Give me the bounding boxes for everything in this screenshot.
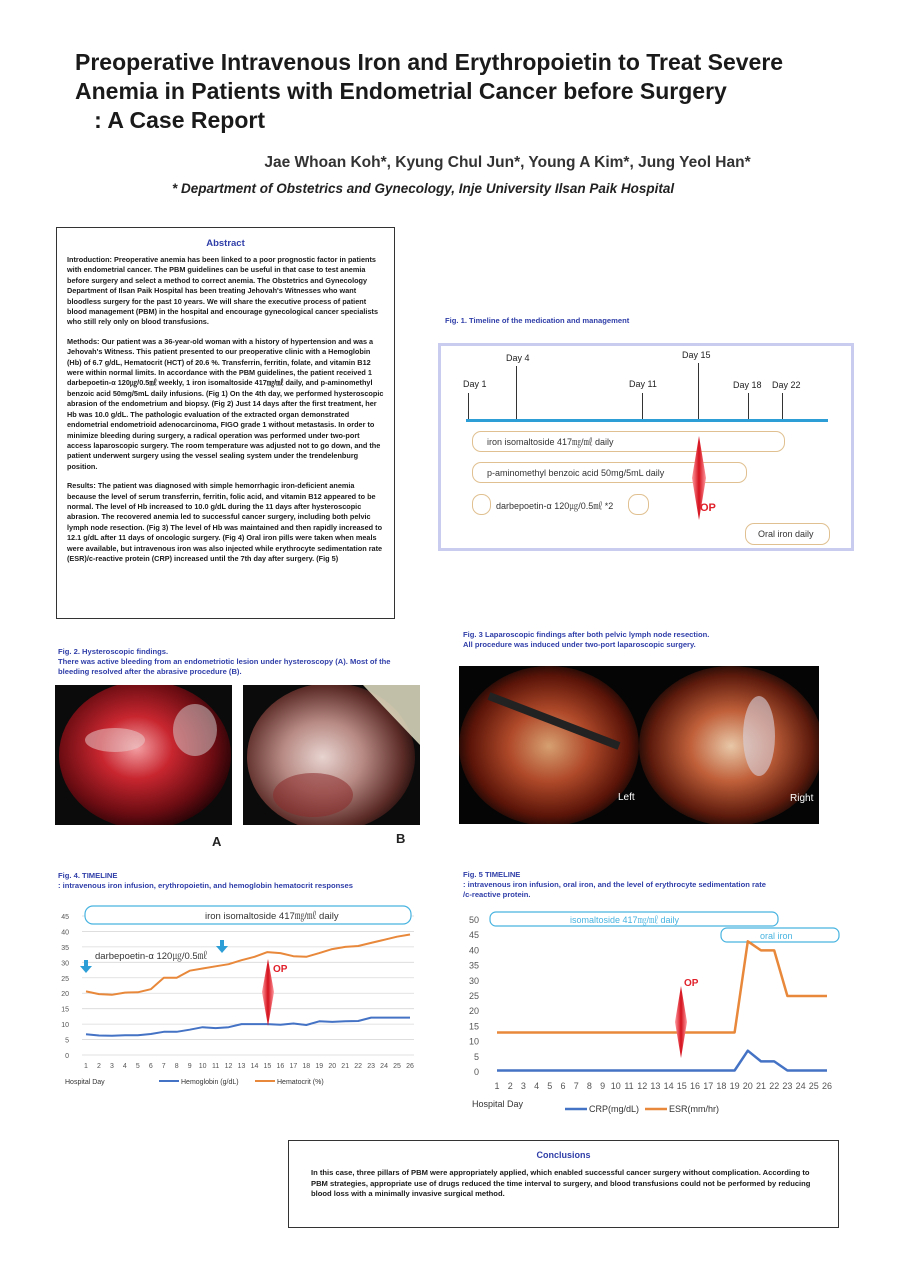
fig5-xtick-label: 20 (742, 1081, 753, 1091)
fig1-op-label: OP (700, 502, 716, 514)
poster-title (75, 48, 865, 135)
fig1-day-22: Day 22 (772, 380, 801, 390)
fig5-xtick-label: 9 (600, 1081, 606, 1091)
fig4-series-line-2 (86, 935, 410, 995)
fig5-op-label: OP (684, 978, 699, 989)
fig4-caption-title: Fig. 4. TIMELINE (58, 871, 118, 880)
fig3-caption (463, 630, 843, 650)
fig4-xlabel: Hospital Day (65, 1079, 105, 1086)
fig5-ytick-label: 35 (468, 960, 479, 971)
fig5-xtick-label: 6 (560, 1081, 566, 1091)
fig5-xtick-label: 25 (808, 1081, 819, 1091)
fig4-ytick-label: 45 (61, 914, 69, 921)
fig5-caption (463, 870, 843, 900)
fig4-ytick-label: 35 (61, 944, 69, 952)
abstract-methods: Methods: Our patient was a 36-year-old woman with a history of hypertension and was a Jehovah's Witness. This patient presented to our preoperative clinic with a Hemoglobin (Hb) of 6.7 g/dL, Hematocrit (HCT) of 20.6 %. Transferrin, ferritin, folate, and vitamin B12 were within normal limits. In accordance with the PBM guidelines, the patient received 1 darbepoetin-α 120㎍/0.5㎖ weekly, 1 iron isomaltoside 417㎎/㎖ daily, and p-aminomethyl benzoic acid 50mg/5mL daily infusions. (Fig 1) On the 4th day, we performed hysteroscopic abrasion of the endometrium and biopsy. (Fig 2) Just 14 days after the first treatment, her Hb was 10.0 g/dL. The pathologic evaluation of the extracted organ demonstrated endometrial endometrioid adenocarcinoma, FIGO grade 1 without metastasis. In order to minimize bleeding during surgery, a radical operation was performed under two-port access laparoscopic surgery. The room temperature was adjusted not to go down, and the patient underwent surgery using the vessel sealing system under the trendelenburg position. (67, 336, 384, 471)
fig3-label-left: Left (618, 792, 635, 803)
fig5-xtick-label: 5 (547, 1081, 553, 1091)
fig4-xtick-label: 23 (367, 1063, 376, 1070)
fig4-xtick-label: 4 (122, 1063, 127, 1070)
fig2-label-b: B (396, 831, 406, 846)
fig4-xtick-label: 10 (198, 1063, 207, 1070)
fig1-timeline-axis (466, 419, 828, 422)
fig5-xtick-label: 2 (507, 1081, 513, 1091)
fig5-xtick-label: 1 (494, 1081, 500, 1091)
fig2-photo-a (55, 685, 232, 825)
fig4-xtick-label: 6 (148, 1063, 153, 1070)
fig4-xtick-label: 22 (354, 1063, 363, 1070)
fig4-xtick-label: 9 (187, 1063, 192, 1070)
fig5-chart (455, 906, 845, 1118)
hysteroscopy-image-b (243, 685, 420, 825)
fig4-ytick-label: 10 (61, 1022, 69, 1030)
fig1-day-18: Day 18 (733, 380, 762, 390)
abstract-results: Results: The patient was diagnosed with simple hemorrhagic iron-deficient anemia because the level of serum transferrin, ferritin, folic acid, and vitamin B12 appeared to be normal. The level of Hb increased to 10.0 g/dL during the 11 days after hysteroscopic abrasion. The recovered anemia led to successful cancer surgery, including both pelvic lymph node resection. (Fig 3) The level of Hb was maintained and then rapidly increased to 12.1 g/dL after 11 days of oncologic surgery. (Fig 4) Oral iron pills were taken when meals were available, but intravenous iron was also injected while erythrocyte sedimentation rate (ESR)/c-reactive protein (CRP) increased until the 7th day after surgery. (Fig 5) (67, 481, 383, 563)
fig5-xtick-label: 3 (520, 1081, 526, 1091)
fig1-day-11: Day 11 (629, 379, 657, 389)
fig4-xtick-label: 14 (250, 1063, 259, 1070)
fig4-darbe-arrow-2-icon (216, 940, 228, 953)
fig4-ytick-label: 25 (61, 975, 69, 983)
fig1-pamba-bar: p-aminomethyl benzoic acid 50mg/5mL daily (472, 462, 747, 483)
fig5-xtick-label: 12 (637, 1081, 648, 1091)
hysteroscopy-image-a (55, 685, 232, 825)
fig4-legend-hct: Hematocrit (%) (277, 1079, 324, 1086)
fig2-caption (58, 647, 418, 677)
fig5-oral-iron-label: oral iron (760, 931, 793, 941)
fig1-tick-1 (468, 393, 469, 419)
fig5-ytick-label: 40 (468, 945, 479, 956)
fig5-xtick-label: 17 (703, 1081, 714, 1091)
fig4-legend-hb: Hemoglobin (g/dL) (181, 1079, 239, 1086)
fig5-xtick-label: 14 (663, 1081, 674, 1091)
fig5-series-line-1 (497, 1051, 827, 1071)
fig1-day-1: Day 1 (463, 379, 487, 389)
fig3-caption-title: Fig. 3 Laparoscopic findings after both pelvic lymph node resection. (463, 630, 710, 639)
fig5-op-marker-icon (675, 986, 687, 1058)
authors: Jae Whoan Koh*, Kyung Chul Jun*, Young A Kim*, Jung Yeol Han* (264, 154, 751, 171)
fig5-ytick-label: 50 (468, 915, 479, 925)
conclusions-box (288, 1140, 839, 1228)
fig5-ytick-label: 0 (473, 1067, 479, 1077)
fig4-xtick-label: 2 (97, 1063, 101, 1070)
fig2-caption-text: There was active bleeding from an endometriotic lesion under hysteroscopy (A). Most of the bleeding resolved after the abrasive procedure (B). (58, 657, 391, 676)
fig4-iron-label: iron isomaltoside 417㎎/㎖ daily (205, 911, 339, 922)
fig1-tick-22 (782, 393, 783, 419)
fig4-xtick-label: 25 (393, 1063, 401, 1070)
fig5-xtick-label: 7 (573, 1081, 579, 1091)
fig5-ytick-label: 45 (468, 930, 479, 941)
fig5-xtick-label: 8 (586, 1081, 592, 1091)
fig5-xtick-label: 4 (534, 1081, 540, 1091)
fig5-ytick-label: 5 (473, 1051, 479, 1062)
fig4-xtick-label: 20 (328, 1063, 337, 1070)
fig4-series-line-1 (86, 1018, 410, 1036)
fig4-xtick-label: 11 (211, 1063, 220, 1070)
title-line-3: : A Case Report (75, 107, 265, 133)
fig5-ytick-label: 25 (468, 991, 479, 1001)
fig5-caption-text-2: /c-reactive protein. (463, 890, 531, 899)
abstract-introduction: Introduction: Preoperative anemia has been linked to a poor prognostic factor in patients with endometrial cancer. The PBM guidelines can be useful in that case to test anemia before surgery and select a method to correct anemia. The Obstetrics and Gynecology Department of Ilsan Paik Hospital has been treating Jehovah's Witnesses who want bloodless surgery for the past 10 years. We will share the executive process of patient blood management (PBM) in the hospital and encourage gynecological cancer specialists who still rely only on blood transfusions. (67, 255, 378, 327)
fig2-label-a: A (212, 834, 222, 849)
fig1-tick-4 (516, 366, 517, 419)
fig4-ytick-label: 30 (61, 960, 69, 968)
fig4-xtick-label: 1 (84, 1063, 88, 1070)
fig4-xtick-label: 17 (289, 1063, 298, 1070)
fig4-xtick-label: 13 (237, 1063, 246, 1070)
fig5-xtick-label: 16 (689, 1081, 701, 1091)
fig5-legend-esr: ESR(mm/hr) (669, 1104, 719, 1114)
fig5-ytick-label: 30 (468, 975, 479, 986)
fig1-tick-15 (698, 363, 699, 419)
fig4-caption-text: : intravenous iron infusion, erythropoietin, and hemoglobin hematocrit responses (58, 881, 353, 890)
fig3-caption-text: All procedure was induced under two-port laparoscopic surgery. (463, 640, 696, 649)
fig4-op-label: OP (273, 964, 288, 975)
fig5-legend-crp: CRP(mg/dL) (589, 1104, 640, 1114)
fig5-xtick-label: 18 (716, 1081, 727, 1091)
title-line-2: Anemia in Patients with Endometrial Cancer before Surgery (75, 78, 727, 104)
fig3-photo (459, 666, 819, 824)
fig1-oral-iron-bar: Oral iron daily (745, 523, 830, 545)
fig1-darbe-box-1 (472, 494, 491, 515)
fig1-darbe-label: darbepoetin-α 120㎍/0.5㎖ *2 (496, 501, 614, 511)
fig5-series-line-2 (497, 941, 827, 1032)
fig5-xtick-label: 24 (795, 1081, 806, 1091)
fig1-tick-18 (748, 393, 749, 419)
fig1-caption: Fig. 1. Timeline of the medication and management (445, 316, 630, 325)
fig4-xtick-label: 21 (341, 1063, 350, 1070)
fig5-xtick-label: 10 (610, 1081, 621, 1091)
fig4-xtick-label: 8 (174, 1063, 179, 1070)
fig4-xtick-label: 26 (406, 1063, 414, 1070)
fig1-iron-bar: iron isomaltoside 417㎎/㎖ daily (472, 431, 785, 452)
fig4-xtick-label: 12 (224, 1063, 233, 1070)
fig4-darbe-label: darbepoetin-α 120㎍/0.5㎖ (95, 951, 208, 962)
fig4-xtick-label: 5 (135, 1063, 140, 1070)
fig5-ytick-label: 10 (468, 1036, 479, 1047)
abstract-heading: Abstract (206, 238, 245, 249)
fig1-day-4: Day 4 (506, 353, 530, 363)
affiliation: * Department of Obstetrics and Gynecology, Inje University Ilsan Paik Hospital (172, 181, 675, 196)
fig5-xtick-label: 19 (729, 1081, 740, 1091)
abstract-box (56, 227, 395, 619)
fig4-ytick-label: 15 (61, 1006, 69, 1014)
title-line-1: Preoperative Intravenous Iron and Erythropoietin to Treat Severe (75, 49, 784, 75)
fig5-xtick-label: 11 (624, 1081, 634, 1091)
laparoscopy-image (459, 666, 819, 824)
fig4-xtick-label: 24 (380, 1063, 388, 1070)
fig3-label-right: Right (790, 793, 814, 804)
fig5-xtick-label: 15 (676, 1081, 687, 1091)
fig2-caption-title: Fig. 2. Hysteroscopic findings. (58, 647, 169, 656)
fig5-xlabel: Hospital Day (472, 1099, 524, 1109)
conclusions-heading: Conclusions (536, 1150, 591, 1160)
fig2-photo-b (243, 685, 420, 825)
fig1-darbe-box-2 (628, 494, 649, 515)
fig1-day-15: Day 15 (682, 350, 711, 360)
fig4-xtick-label: 3 (109, 1063, 114, 1070)
conclusions-text: In this case, three pillars of PBM were appropriately applied, which enabled successful cancer surgery without complication. According to PBM strategies, appropriate use of drugs reduced the time interval to surgery, and blood transfusions could not be performed by reducing blood loss with a minimally invasive surgical method. (311, 1168, 811, 1198)
fig4-xtick-label: 15 (263, 1063, 272, 1070)
fig4-ytick-label: 20 (61, 991, 69, 999)
fig4-ytick-label: 0 (65, 1053, 69, 1060)
fig5-ytick-label: 20 (468, 1006, 479, 1017)
fig4-caption (58, 871, 438, 891)
fig4-xtick-label: 16 (276, 1063, 285, 1070)
fig4-chart (55, 898, 425, 1093)
fig4-ytick-label: 40 (61, 929, 69, 937)
fig4-xtick-label: 19 (315, 1063, 324, 1070)
fig5-xtick-label: 22 (769, 1081, 780, 1091)
fig4-xtick-label: 7 (161, 1063, 166, 1070)
fig1-tick-11 (642, 393, 643, 419)
fig4-ytick-label: 5 (65, 1037, 69, 1045)
fig5-caption-text-1: : intravenous iron infusion, oral iron, and the level of erythrocyte sedimentation rate (463, 880, 766, 889)
fig5-xtick-label: 21 (755, 1081, 767, 1091)
fig5-caption-title: Fig. 5 TIMELINE (463, 870, 521, 879)
fig5-ytick-label: 15 (468, 1021, 479, 1032)
fig5-xtick-label: 23 (782, 1081, 793, 1091)
fig5-iron-label: isomaltoside 417㎎/㎖ daily (570, 915, 680, 925)
fig4-xtick-label: 18 (302, 1063, 311, 1070)
fig5-xtick-label: 26 (821, 1081, 833, 1091)
fig5-xtick-label: 13 (650, 1081, 661, 1091)
